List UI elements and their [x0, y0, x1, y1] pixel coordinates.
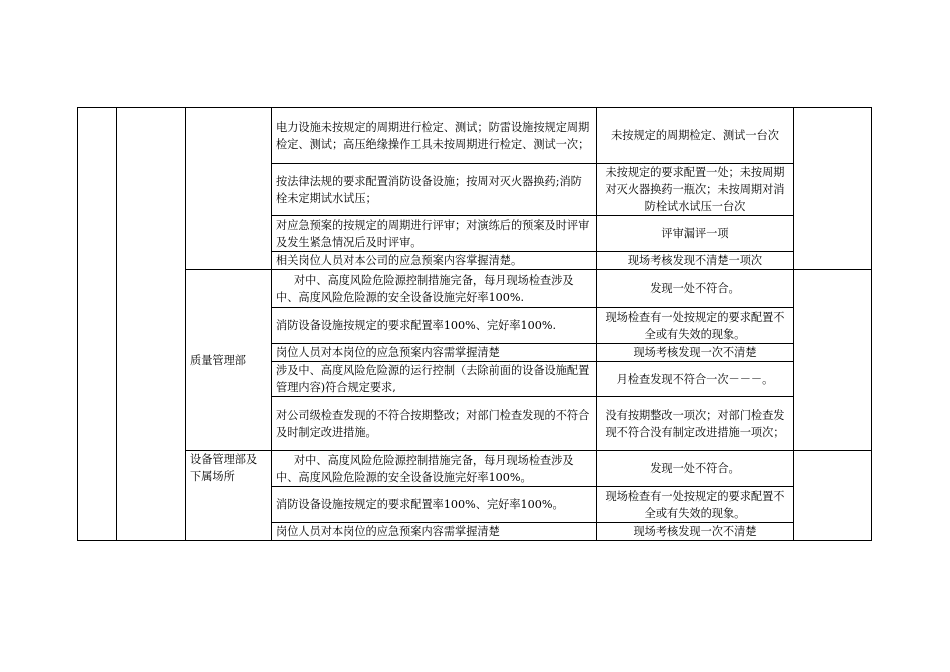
standard-cell: 按法律法规的要求配置消防设备设施；按周对灭火器换药;消防栓未定期试水试压； [272, 164, 597, 216]
check-cell: 发现一处不符合。 [597, 451, 794, 487]
check-cell: 现场考核发现一次不清楚 [597, 344, 794, 362]
table-row [78, 451, 872, 487]
standard-cell: 对中、高度风险危险源控制措施完备，每月现场检查涉及中、高度风险危险源的安全设备设施完好率100%。 [272, 451, 597, 487]
table-row [78, 108, 872, 164]
standard-cell: 对公司级检查发现的不符合按期整改；对部门检查发现的不符合及时制定改进措施。 [272, 397, 597, 451]
check-cell: 现场检查有一处按规定的要求配置不全或有失效的现象。 [597, 487, 794, 523]
standard-cell: 消防设备设施按规定的要求配置率100%、完好率100%. [272, 308, 597, 344]
standard-cell: 电力设施未按规定的周期进行检定、测试；防雷设施按规定周期检定、测试；高压绝缘操作工具未按周期进行检定、测试一次； [272, 108, 597, 164]
check-cell: 没有按期整改一项次；对部门检查发现不符合没有制定改进措施一项次； [597, 397, 794, 451]
department-cell: 设备管理部及下属场所 [186, 451, 272, 541]
standard-cell: 对应急预案的按规定的周期进行评审；对演练后的预案及时评审及发生紧急情况后及时评审。 [272, 216, 597, 252]
item-cell [117, 108, 186, 541]
standards-table [77, 107, 872, 541]
check-cell: 月检查发现不符合一次－－－。 [597, 362, 794, 397]
standard-cell: 涉及中、高度风险危险源的运行控制（去除前面的设备设施配置管理内容)符合规定要求, [272, 362, 597, 397]
number-cell [78, 108, 117, 541]
check-cell: 现场检查有一处按规定的要求配置不全或有失效的现象。 [597, 308, 794, 344]
standard-cell: 相关岗位人员对本公司的应急预案内容掌握清楚。 [272, 252, 597, 270]
check-cell: 评审漏评一项 [597, 216, 794, 252]
table-row [78, 270, 872, 308]
department-cell: 质量管理部 [186, 270, 272, 451]
standard-cell: 对中、高度风险危险源控制措施完备，每月现场检查涉及中、高度风险危险源的安全设备设施完好率100%. [272, 270, 597, 308]
standard-cell: 岗位人员对本岗位的应急预案内容需掌握清楚 [272, 344, 597, 362]
check-cell: 未按规定的周期检定、测试一台次 [597, 108, 794, 164]
standard-cell: 岗位人员对本岗位的应急预案内容需掌握清楚 [272, 523, 597, 541]
score-cell [794, 108, 872, 270]
check-cell: 发现一处不符合。 [597, 270, 794, 308]
check-cell: 未按规定的要求配置一处；未按周期对灭火器换药一瓶次；未按周期对消防栓试水试压一台次 [597, 164, 794, 216]
standard-cell: 消防设备设施按规定的要求配置率100%、完好率100%。 [272, 487, 597, 523]
check-cell: 现场考核发现一次不清楚 [597, 523, 794, 541]
check-cell: 现场考核发现不清楚一项次 [597, 252, 794, 270]
score-cell [794, 451, 872, 541]
score-cell [794, 270, 872, 451]
department-cell [186, 108, 272, 270]
